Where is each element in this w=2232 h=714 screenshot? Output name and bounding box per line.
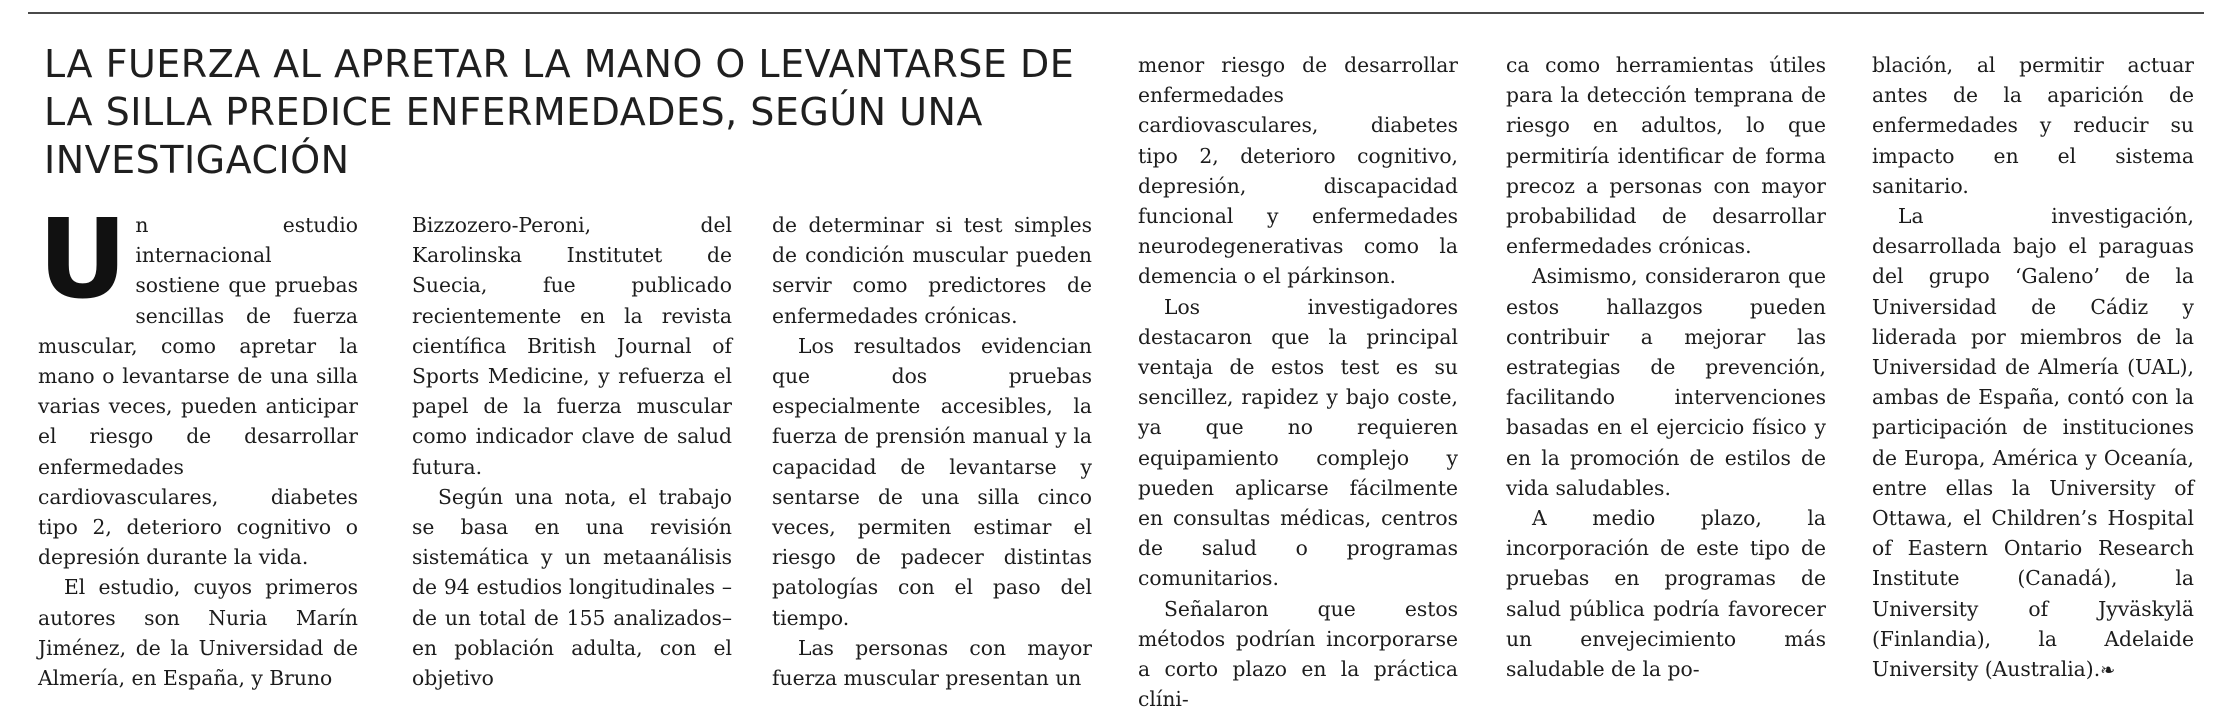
end-mark-icon: ❧ <box>2100 660 2116 682</box>
paragraph: Bizzozero-Peroni, del Karolinska Institutet de Suecia, fue publicado recientemente en la revista científica British Journal of Sports Medicine, y refuerza el papel de la fuerza muscular como indicador clave de salud futura. <box>412 213 732 479</box>
paragraph: menor riesgo de desarrollar enfermedades cardiovasculares, diabetes tipo 2, deterioro cognitivo, depresión, discapacidad funcional y enfermedades neurodegenerativas como la demencia o el párkinson. <box>1138 53 1458 289</box>
paragraph: de determinar si test simples de condición muscular pueden servir como predictores de enfermedades crónicas. <box>772 213 1092 328</box>
paragraph: ca como herramientas útiles para la detección temprana de riesgo en adultos, lo que permitiría identificar de forma precoz a personas con mayor probabilidad de desarrollar enfermedades crónicas. <box>1506 53 1826 259</box>
column-2 <box>412 210 732 693</box>
column-4 <box>1138 50 1458 714</box>
column-3 <box>772 210 1092 693</box>
paragraph: Asimismo, consideraron que estos hallazgos pueden contribuir a mejorar las estrategias de prevención, facilitando intervenciones basadas en el ejercicio físico y en la promoción de estilos de vida saludables. <box>1506 264 1826 500</box>
paragraph: Según una nota, el trabajo se basa en una revisión sistemática y un metaanálisis de 94 estudios longitudinales –de un total de 155 analizados– en población adulta, con el objetivo <box>412 484 732 691</box>
paragraph-text: La investigación, desarrollada bajo el paraguas del grupo ‘Galeno’ de la Universidad de Cádiz y liderada por miembros de la Universidad de Almería (UAL), ambas de España, contó con la participación de instituciones de Europa, América y Oceanía, entre ellas la University of Ottawa, el Children’s Hospital of Eastern Ontario Research Institute (Canadá), la University of Jyväskylä (Finlandia), la Adelaide University (Australia). <box>1872 204 2194 682</box>
paragraph: El estudio, cuyos primeros autores son Nuria Marín Jiménez, de la Universidad de Almería, en España, y Bruno <box>38 575 358 691</box>
paragraph: Señalaron que estos métodos podrían incorporarse a corto plazo en la práctica clíni- <box>1138 596 1458 712</box>
paragraph: blación, al permitir actuar antes de la aparición de enfermedades y reducir su impacto en el sistema sanitario. <box>1872 53 2194 198</box>
column-5 <box>1506 50 1826 684</box>
headline: LA FUERZA AL APRETAR LA MANO O LEVANTARSE DE LA SILLA PREDICE ENFERMEDADES, SEGÚN UNA INVESTIGACIÓN <box>44 42 1075 182</box>
paragraph: Los resultados evidencian que dos pruebas especialmente accesibles, la fuerza de prensión manual y la capacidad de levantarse y sentarse de una silla cinco veces, permiten estimar el riesgo de padecer distintas patologías con el paso del tiempo. <box>772 333 1092 630</box>
top-rule <box>28 12 2204 14</box>
drop-cap: U <box>38 195 128 323</box>
column-6 <box>1872 50 2194 686</box>
paragraph: A medio plazo, la incorporación de este tipo de pruebas en programas de salud pública podría favorecer un envejecimiento más saludable de la po- <box>1506 506 1826 682</box>
paragraph-text: n estudio internacional sostiene que pruebas sencillas de fuerza muscular, como apretar la mano o levantarse de una silla varias veces, pueden anticipar el riesgo de desarrollar enfermedades cardiovasculares, diabetes tipo 2, deterioro cognitivo o depresión durante la vida. <box>38 213 358 570</box>
paragraph: Las personas con mayor fuerza muscular presentan un <box>772 635 1092 691</box>
paragraph <box>38 195 358 572</box>
column-1 <box>38 195 358 693</box>
paragraph <box>1872 201 2194 686</box>
paragraph: Los investigadores destacaron que la principal ventaja de estos test es su sencillez, rapidez y bajo coste, ya que no requieren equipamiento complejo y pueden aplicarse fácilmente en consultas médicas, centros de salud o programas comunitarios. <box>1138 294 1458 591</box>
